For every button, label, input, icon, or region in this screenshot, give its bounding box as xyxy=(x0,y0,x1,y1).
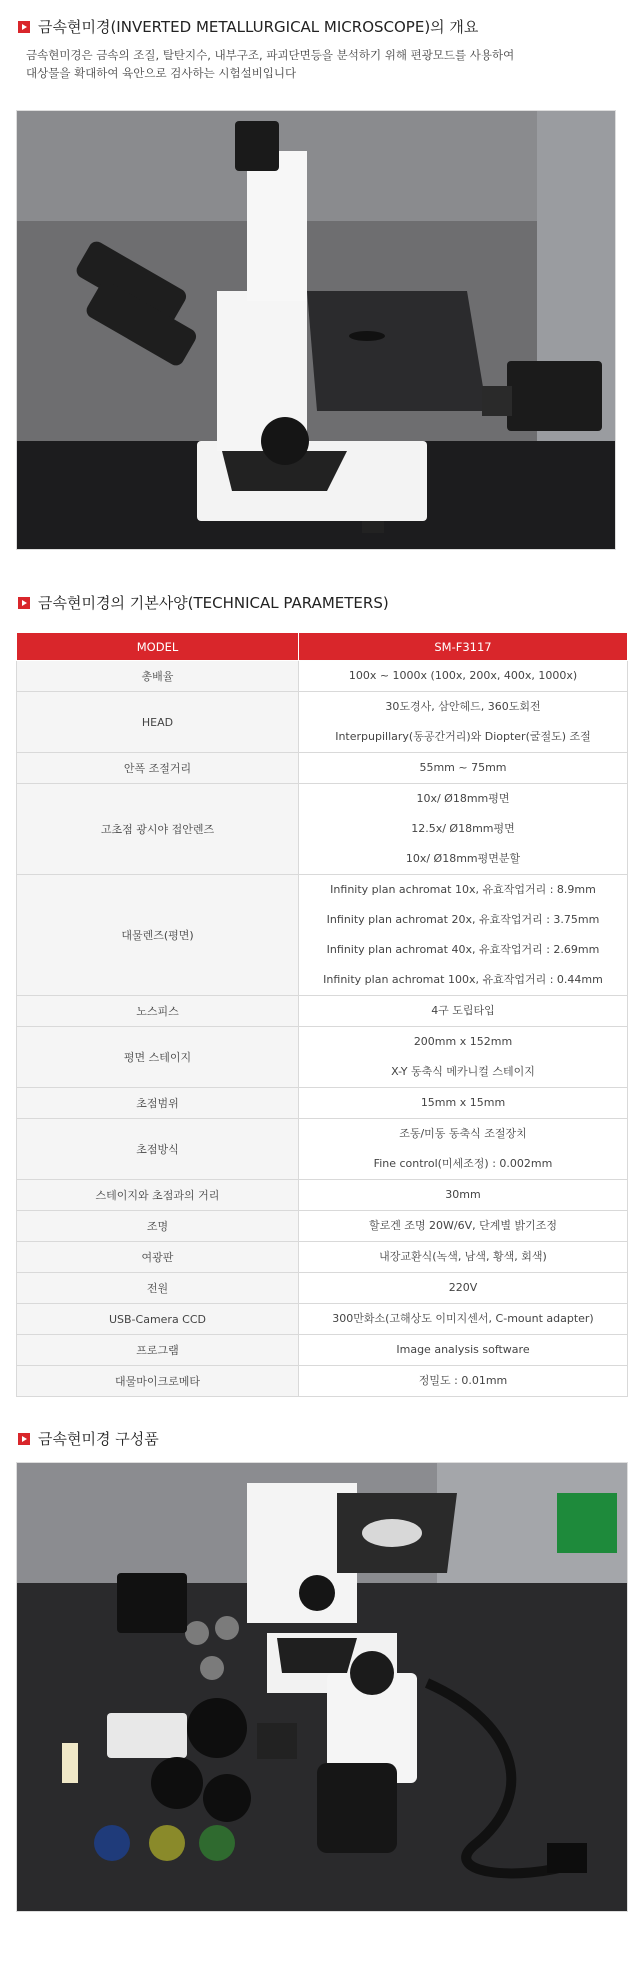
section-title-components xyxy=(18,1428,159,1449)
microscope-image xyxy=(17,111,616,550)
spec-header-value: SM-F3117 xyxy=(299,633,628,661)
spec-header-label: MODEL xyxy=(17,633,299,661)
spec-value-line: 200mm x 152mm xyxy=(413,1035,513,1048)
spec-row-label: 대물렌즈(평면) xyxy=(17,875,299,996)
spec-row-label: 전원 xyxy=(17,1273,299,1304)
spec-row-label: HEAD xyxy=(17,692,299,753)
spec-row-label: 프로그램 xyxy=(17,1335,299,1366)
spec-row xyxy=(17,1119,628,1180)
spec-value-line: 10x/ Ø18mm평면분할 xyxy=(405,852,521,865)
spec-row xyxy=(17,1304,628,1335)
spec-header-row xyxy=(17,633,628,661)
spec-value-line: 55mm ~ 75mm xyxy=(419,761,507,774)
spec-row-value xyxy=(299,1211,628,1242)
spec-value-line: 내장교환식(녹색, 남색, 황색, 회색) xyxy=(379,1250,547,1263)
spec-row-value xyxy=(299,1088,628,1119)
spec-value-line: Image analysis software xyxy=(396,1343,530,1356)
intro-line-2: 대상물을 확대하여 육안으로 검사하는 시험설비입니다 xyxy=(26,66,297,80)
spec-row-value xyxy=(299,661,628,692)
spec-row-label: USB-Camera CCD xyxy=(17,1304,299,1335)
spec-row xyxy=(17,875,628,996)
spec-row-label: 총배율 xyxy=(17,661,299,692)
spec-row-label: 초점범위 xyxy=(17,1088,299,1119)
intro-text xyxy=(26,46,616,82)
spec-row xyxy=(17,692,628,753)
spec-value-line: Infinity plan achromat 40x, 유효작업거리 : 2.69mm xyxy=(326,943,600,956)
spec-row-value xyxy=(299,1304,628,1335)
spec-row-value xyxy=(299,996,628,1027)
spec-value-line: Interpupillary(동공간거리)와 Diopter(굴절도) 조절 xyxy=(335,730,591,743)
spec-value-line: 220V xyxy=(448,1281,478,1294)
spec-value-line: 4구 도립타입 xyxy=(431,1004,495,1017)
spec-row xyxy=(17,996,628,1027)
spec-value-line: 10x/ Ø18mm평면 xyxy=(416,792,510,805)
spec-value-line: 100x ~ 1000x (100x, 200x, 400x, 1000x) xyxy=(348,669,578,682)
spec-row xyxy=(17,661,628,692)
spec-row-value xyxy=(299,875,628,996)
spec-value-line: 정밀도 : 0.01mm xyxy=(418,1374,508,1387)
spec-row xyxy=(17,784,628,875)
overview-title-text: 금속현미경(INVERTED METALLURGICAL MICROSCOPE)의 개요 xyxy=(38,18,479,36)
spec-value-line: 30mm xyxy=(445,1188,481,1201)
spec-row-label: 조명 xyxy=(17,1211,299,1242)
spec-row-value xyxy=(299,692,628,753)
spec-row xyxy=(17,1088,628,1119)
spec-row-value xyxy=(299,1242,628,1273)
spec-row xyxy=(17,1027,628,1088)
spec-value-line: 300만화소(고해상도 이미지센서, C-mount adapter) xyxy=(332,1312,594,1325)
spec-row xyxy=(17,1211,628,1242)
microscope-photo xyxy=(16,110,616,550)
components-title-text: 금속현미경 구성품 xyxy=(38,1430,159,1448)
spec-row-label: 초점방식 xyxy=(17,1119,299,1180)
red-play-icon xyxy=(18,597,30,609)
spec-row-value xyxy=(299,1119,628,1180)
spec-value-line: 할로겐 조명 20W/6V, 단계별 밝기조정 xyxy=(368,1219,558,1232)
spec-row-value xyxy=(299,1180,628,1211)
spec-row-label: 노스피스 xyxy=(17,996,299,1027)
spec-row-label: 대물마이크로메타 xyxy=(17,1366,299,1397)
spec-table xyxy=(16,632,628,1397)
spec-row xyxy=(17,1366,628,1397)
spec-row-value xyxy=(299,1335,628,1366)
spec-value-line: 12.5x/ Ø18mm평면 xyxy=(411,822,515,835)
spec-row xyxy=(17,1335,628,1366)
spec-row xyxy=(17,1273,628,1304)
spec-row xyxy=(17,753,628,784)
spec-value-line: Infinity plan achromat 20x, 유효작업거리 : 3.75mm xyxy=(326,913,600,926)
spec-table-body xyxy=(17,661,628,1397)
spec-value-line: Infinity plan achromat 100x, 유효작업거리 : 0.44mm xyxy=(323,973,603,986)
spec-row-value xyxy=(299,1273,628,1304)
spec-row-value xyxy=(299,753,628,784)
spec-row-label: 스테이지와 초점과의 거리 xyxy=(17,1180,299,1211)
red-play-icon xyxy=(18,21,30,33)
spec-row-value xyxy=(299,1027,628,1088)
intro-line-1: 금속현미경은 금속의 조질, 탈탄지수, 내부구조, 파괴단면등을 분석하기 위해 편광모드를 사용하여 xyxy=(26,48,515,62)
spec-value-line: 조동/미동 동축식 조절장치 xyxy=(399,1127,527,1140)
red-play-icon xyxy=(18,1433,30,1445)
spec-row xyxy=(17,1242,628,1273)
section-title-overview xyxy=(18,16,478,37)
section-title-specs xyxy=(18,592,389,613)
spec-value-line: 30도경사, 삼안헤드, 360도회전 xyxy=(385,700,541,713)
components-image xyxy=(17,1463,628,1912)
spec-value-line: 15mm x 15mm xyxy=(420,1096,506,1109)
spec-value-line: X-Y 동축식 메카니컬 스테이지 xyxy=(391,1065,535,1078)
spec-row-label: 평면 스테이지 xyxy=(17,1027,299,1088)
spec-row-value xyxy=(299,1366,628,1397)
components-photo xyxy=(16,1462,628,1912)
spec-value-line: Fine control(미세조정) : 0.002mm xyxy=(373,1157,553,1170)
spec-row-label: 안폭 조절거리 xyxy=(17,753,299,784)
spec-row-value xyxy=(299,784,628,875)
spec-value-line: Infinity plan achromat 10x, 유효작업거리 : 8.9mm xyxy=(330,883,596,896)
specs-title-text: 금속현미경의 기본사양(TECHNICAL PARAMETERS) xyxy=(38,594,389,612)
spec-row-label: 고초점 광시야 접안렌즈 xyxy=(17,784,299,875)
spec-row-label: 여광판 xyxy=(17,1242,299,1273)
spec-row xyxy=(17,1180,628,1211)
